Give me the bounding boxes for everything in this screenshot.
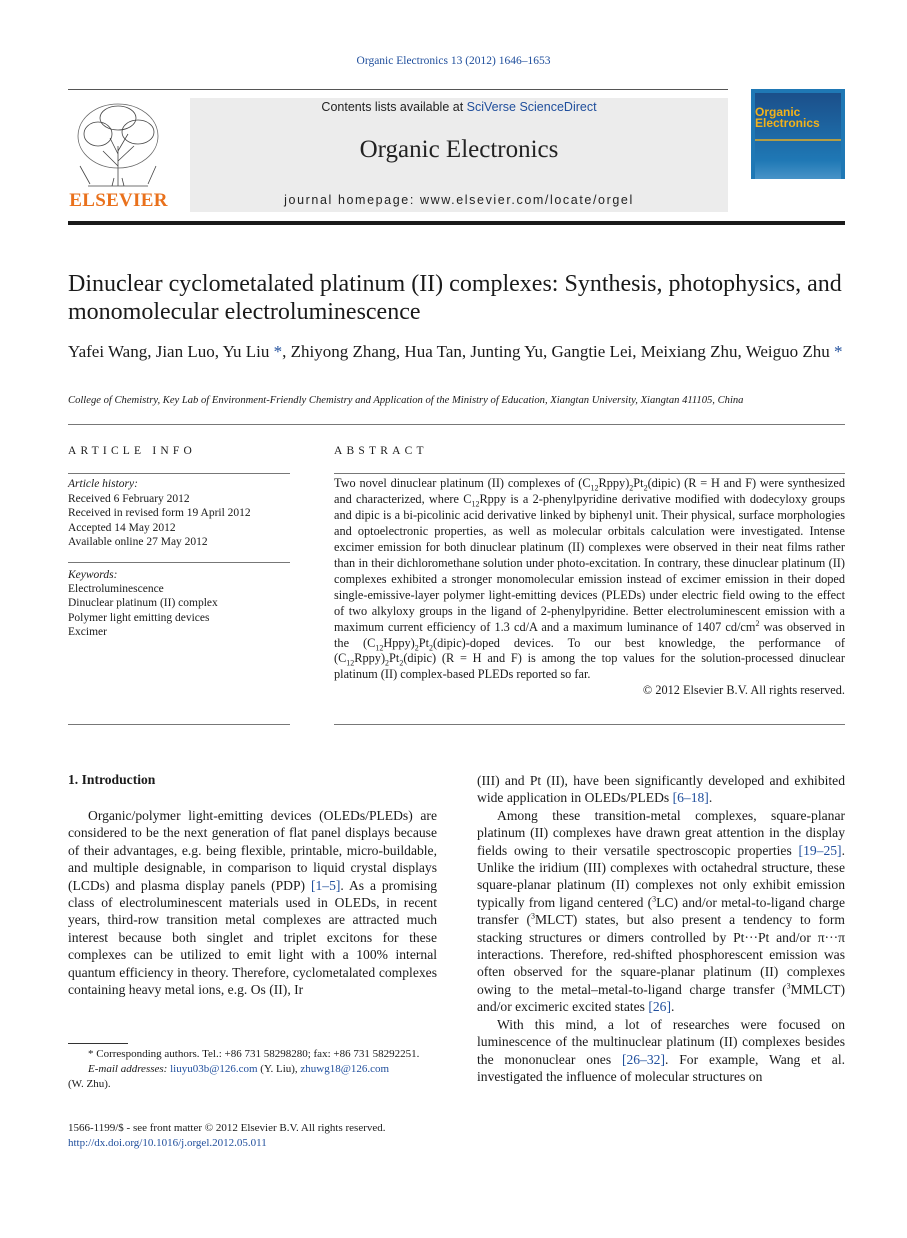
corresponding-footnote: * Corresponding authors. Tel.: +86 731 58298280; fax: +86 731 58292251. <box>88 1048 420 1060</box>
contents-line <box>190 100 728 114</box>
intro-paragraph-2: Among these transition-metal complexes, square-planar platinum (II) complexes have drawn great attention in the display fields owing to their versatile spectroscopic properties [19–25]. Unlike the iridium (III) complexes with octahedral structure, these square-planar platinum (II) complexes not only exhibit emission typically from ligand centered ($^3$LC) and/or metal-to-ligand charge transfer ($^3$MLCT) states, but also present a tendency to form stacking structures or dimers controlled by Pt···Pt and/or π···π interactions. Therefore, red-shifted phosphorescent emission was often observed for the square-planar platinum (II) complexes owing to the metal–metal-to-ligand charge transfer ($^3$MMLCT) and/or excimeric excited states [26]. <box>477 807 845 1015</box>
abstract-rule-top <box>334 473 845 474</box>
affiliation-rule <box>68 424 845 425</box>
homepage-url-link[interactable]: www.elsevier.com/locate/orgel <box>419 193 634 207</box>
sciencedirect-link[interactable]: SciVerse ScienceDirect <box>466 100 597 114</box>
body-column-left <box>68 807 437 998</box>
email-link-liu[interactable]: liuyu03b@126.com <box>170 1063 258 1075</box>
reference-link[interactable]: [19–25] <box>798 842 842 858</box>
introduction-heading: 1. Introduction <box>68 772 156 787</box>
journal-homepage <box>190 193 728 207</box>
cover-title: Organic Electronics <box>755 105 820 130</box>
keywords <box>68 568 290 639</box>
homepage-label: journal homepage: <box>284 193 420 207</box>
journal-reference-link[interactable]: Organic Electronics 13 (2012) 1646–1653 <box>356 55 551 67</box>
journal-title: Organic Electronics <box>359 136 559 163</box>
contents-prefix: Contents lists available at <box>321 100 467 114</box>
article-info-heading: ARTICLE INFO <box>68 445 196 457</box>
keyword-item: Dinuclear platinum (II) complex <box>68 597 218 610</box>
keywords-label: Keywords: <box>68 569 118 581</box>
authors-part-1: Yafei Wang, Jian Luo, Yu Liu <box>68 342 270 361</box>
cover-white-block <box>751 179 845 209</box>
footnote <box>68 1047 437 1092</box>
corresponding-author-mark-2[interactable]: * <box>834 342 843 361</box>
history-label: Article history: <box>68 478 138 490</box>
history-item: Received in revised form 19 April 2012 <box>68 507 251 519</box>
body-column-right <box>477 772 845 1085</box>
author-list <box>68 341 845 363</box>
keyword-item: Polymer light emitting devices <box>68 611 210 624</box>
email-footnote: E-mail addresses: liuyu03b@126.com (Y. Liu), zhuwg18@126.com <box>88 1063 390 1075</box>
article-title: Dinuclear cyclometalated platinum (II) complexes: Synthesis, photophysics, and monomolecular electroluminescence <box>68 271 842 325</box>
reference-link[interactable]: [1–5] <box>310 877 341 893</box>
history-item: Accepted 14 May 2012 <box>68 521 176 534</box>
info-rule-middle <box>68 562 290 563</box>
keyword-item: Electroluminescence <box>68 583 164 596</box>
reference-link[interactable]: [6–18] <box>672 790 709 806</box>
header-top-rule <box>68 89 728 90</box>
authors-part-2: , Zhiyong Zhang, Hua Tan, Junting Yu, Gangtie Lei, Meixiang Zhu, Weiguo Zhu <box>282 342 830 361</box>
issn-notice <box>68 1121 437 1151</box>
reference-link[interactable]: [26] <box>648 999 672 1015</box>
copyright-notice: © 2012 Elsevier B.V. All rights reserved. <box>642 683 845 698</box>
corresponding-author-mark-1[interactable]: * <box>273 342 283 361</box>
journal-cover-image <box>751 89 845 209</box>
abstract-rule-bottom <box>334 724 845 725</box>
article-history <box>68 477 290 550</box>
cover-rule <box>755 139 841 141</box>
email-owner-zhu: (W. Zhu). <box>68 1078 111 1090</box>
front-matter-line: 1566-1199/$ - see front matter © 2012 Elsevier B.V. All rights reserved. <box>68 1122 386 1134</box>
intro-paragraph-1-continued: (III) and Pt (II), have been significantly developed and exhibited wide application in OLEDs/PLEDs [6–18]. <box>477 773 845 806</box>
elsevier-wordmark: ELSEVIER <box>69 190 168 211</box>
email-link-zhu[interactable]: zhuwg18@126.com <box>300 1063 390 1075</box>
header-thick-rule <box>68 221 845 225</box>
intro-paragraph-1: Organic/polymer light-emitting devices (OLEDs/PLEDs) are considered to be the next generation of flat panel displays because of their advantages, e.g. being flexible, printable, micro-buildable, and multiple designable, in comparison to liquid crystal displays (LCDs) and plasma display panels (PDP) [1–5]. As a promising class of electroluminescent materials used in OLEDs, in recent years, third-row transition metal complexes are attracted much interest because both singlet and triplet excitons for these complexes can be utilized to emit light with a 100% internal quantum efficiency in theory. Therefore, cyclometalated complexes containing heavy metal ions, e.g. Os (II), Ir <box>68 808 437 998</box>
doi-link[interactable]: http://dx.doi.org/10.1016/j.orgel.2012.05.011 <box>68 1137 267 1149</box>
intro-paragraph-3: With this mind, a lot of researches were focused on luminescence of the multinuclear platinum (II) complexes besides the mononuclear ones [26–32]. For example, Wang et al. investigated the influence of molecular structures on <box>477 1016 845 1084</box>
abstract-heading: ABSTRACT <box>334 445 428 457</box>
affiliation: College of Chemistry, Key Lab of Environment-Friendly Chemistry and Application of the Ministry of Education, Xiangtan University, Xiangtan 411105, China <box>68 395 744 406</box>
abstract-body: Two novel dinuclear platinum (II) complexes of $(C_{12}Rppy)_2Pt_2(dipic) (R = H$ and F) were synthesized and characterized, where $C_{12}Rppy$ is a 2-phenylpyridine derivative modified with dodecyloxy groups and dipic is a bi-picolinic acid derivative linked by biphenyl unit. Their physical, surface morphologies and optoelectronic properties, as well as molecular orbitals calculation were investigated. Intense excimer emission for both dinuclear platinum (II) complexes were observed in their neat films rather than in their dichloromethane solution under photo-excitation. In contrary, these dinuclear platinum (II) complexes exhibited a stronger monomolecular emission instead of excimer emission in their doped single-emissive-layer polymer light-emitting devices (PLEDs) under electric field owing to the effect of two alkyloxy groups in the ligand of 2-phenylpyridine. Better electroluminescent emission with a maximum current efficiency of 1.3 cd/A and a maximum luminance of 1407 $cd/cm^2$ was observed in the $(C_{12}Hppy)_2Pt_2(dipic)$-doped devices. To our best knowledge, the performance of $(C_{12}Rppy)_2Pt_2(dipic) (R = H$ and F) is among the top values for the solution-processed dinuclear platinum (II) complex-based PLEDs reported so far. © 2012 Elsevier B.V. All rights reserved. <box>334 476 845 698</box>
reference-link[interactable]: [26–32] <box>621 1051 666 1067</box>
footnote-rule <box>68 1043 128 1044</box>
history-item: Received 6 February 2012 <box>68 492 190 505</box>
history-item: Available online 27 May 2012 <box>68 536 208 548</box>
info-rule-top <box>68 473 290 474</box>
keyword-item: Excimer <box>68 625 107 638</box>
info-rule-bottom <box>68 724 290 725</box>
